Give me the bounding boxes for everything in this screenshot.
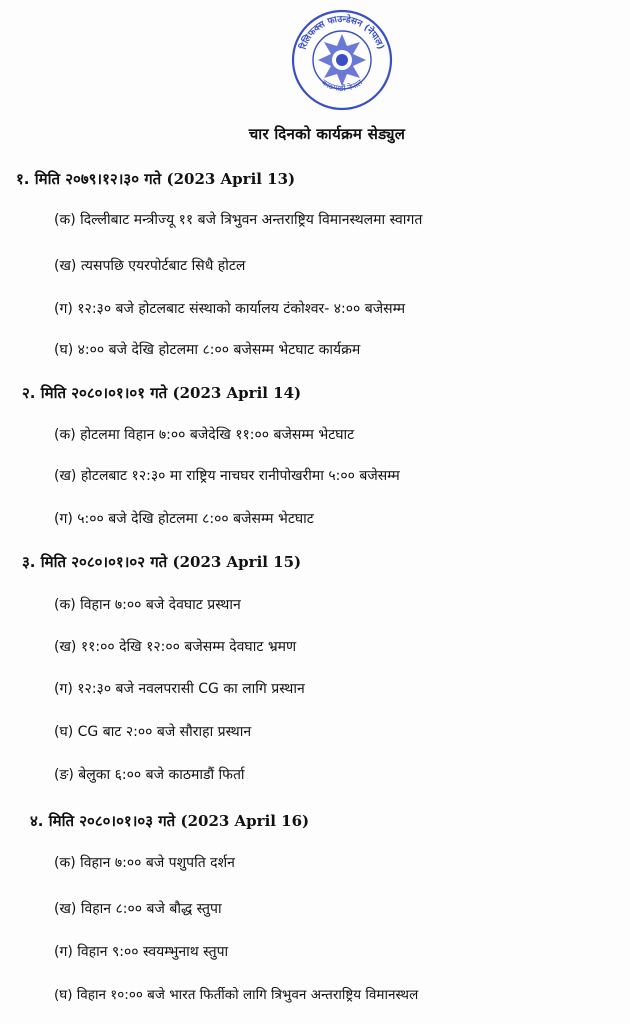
seal-bottom-text: काठमाडौं नेपाल <box>319 77 365 93</box>
day-3-item-1: (क) विहान ७:०० बजे देवघाट प्रस्थान <box>54 597 241 613</box>
day-1-date-en: (2023 April 13) <box>166 170 296 188</box>
organization-seal <box>290 8 394 112</box>
day-1-item-2: (ख) त्यसपछि एयरपोर्टबाट सिधै होटल <box>54 258 246 274</box>
day-3-heading <box>22 552 301 572</box>
day-4-item-4: (घ) विहान १०:०० बजे भारत फिर्तीको लागि त्रिभुवन अन्तराष्ट्रिय विमानस्थल <box>54 987 419 1003</box>
day-1-item-3: (ग) १२:३० बजे होटलबाट संस्थाको कार्यालय टंकोश्वर- ४:०० बजेसम्म <box>54 301 406 317</box>
day-3-item-5: (ङ) बेलुका ६:०० बजे काठमाडौं फिर्ता <box>54 767 245 783</box>
day-4-item-1: (क) विहान ७:०० बजे पशुपति दर्शन <box>54 855 235 871</box>
day-3-item-3: (ग) १२:३० बजे नवलपरासी CG का लागि प्रस्थान <box>54 681 305 697</box>
day-1-heading <box>16 169 295 189</box>
day-4-item-3: (ग) विहान ९:०० स्वयम्भुनाथ स्तुपा <box>54 944 229 960</box>
seal-top-text: रिलिफक्स फाउन्डेसन (नेपाल) <box>298 14 386 51</box>
day-2-item-3: (ग) ५:०० बजे देखि होटलमा ८:०० बजेसम्म भेटघाट <box>54 511 314 527</box>
day-4-date-en: (2023 April 16) <box>180 812 310 830</box>
day-3-date-en: (2023 April 15) <box>172 553 302 571</box>
day-2-date-en: (2023 April 14) <box>172 384 302 402</box>
day-1-item-4: (घ) ४:०० बजे देखि होटलमा ८:०० बजेसम्म भेटघाट कार्यक्रम <box>54 342 361 358</box>
day-4-heading <box>30 811 309 831</box>
day-4-item-2: (ख) विहान ८:०० बजे बौद्ध स्तुपा <box>54 901 222 917</box>
day-3-date-np: ३. मिति २०८०।०१।०२ गते <box>22 553 168 571</box>
day-2-date-np: २. मिति २०८०।०१।०१ गते <box>22 384 168 402</box>
day-3-item-4: (घ) CG बाट २:०० बजे सौराहा प्रस्थान <box>54 724 252 740</box>
day-1-date-np: १. मिति २०७९।१२।३० गते <box>16 170 162 188</box>
day-4-date-np: ४. मिति २०८०।०१।०३ गते <box>30 812 176 830</box>
day-2-item-2: (ख) होटलबाट १२:३० मा राष्ट्रिय नाचघर रानीपोखरीमा ५:०० बजेसम्म <box>54 468 400 484</box>
day-1-item-1: (क) दिल्लीबाट मन्त्रीज्यू ११ बजे त्रिभुवन अन्तराष्ट्रिय विमानस्थलमा स्वागत <box>54 212 423 228</box>
schedule-title: चार दिनको कार्यक्रम सेड्युल <box>248 125 406 143</box>
day-3-item-2: (ख) ११:०० देखि १२:०० बजेसम्म देवघाट भ्रमण <box>54 639 297 655</box>
day-2-item-1: (क) होटलमा विहान ७:०० बजेदेखि ११:०० बजेसम्म भेटघाट <box>54 427 355 443</box>
day-2-heading <box>22 383 301 403</box>
